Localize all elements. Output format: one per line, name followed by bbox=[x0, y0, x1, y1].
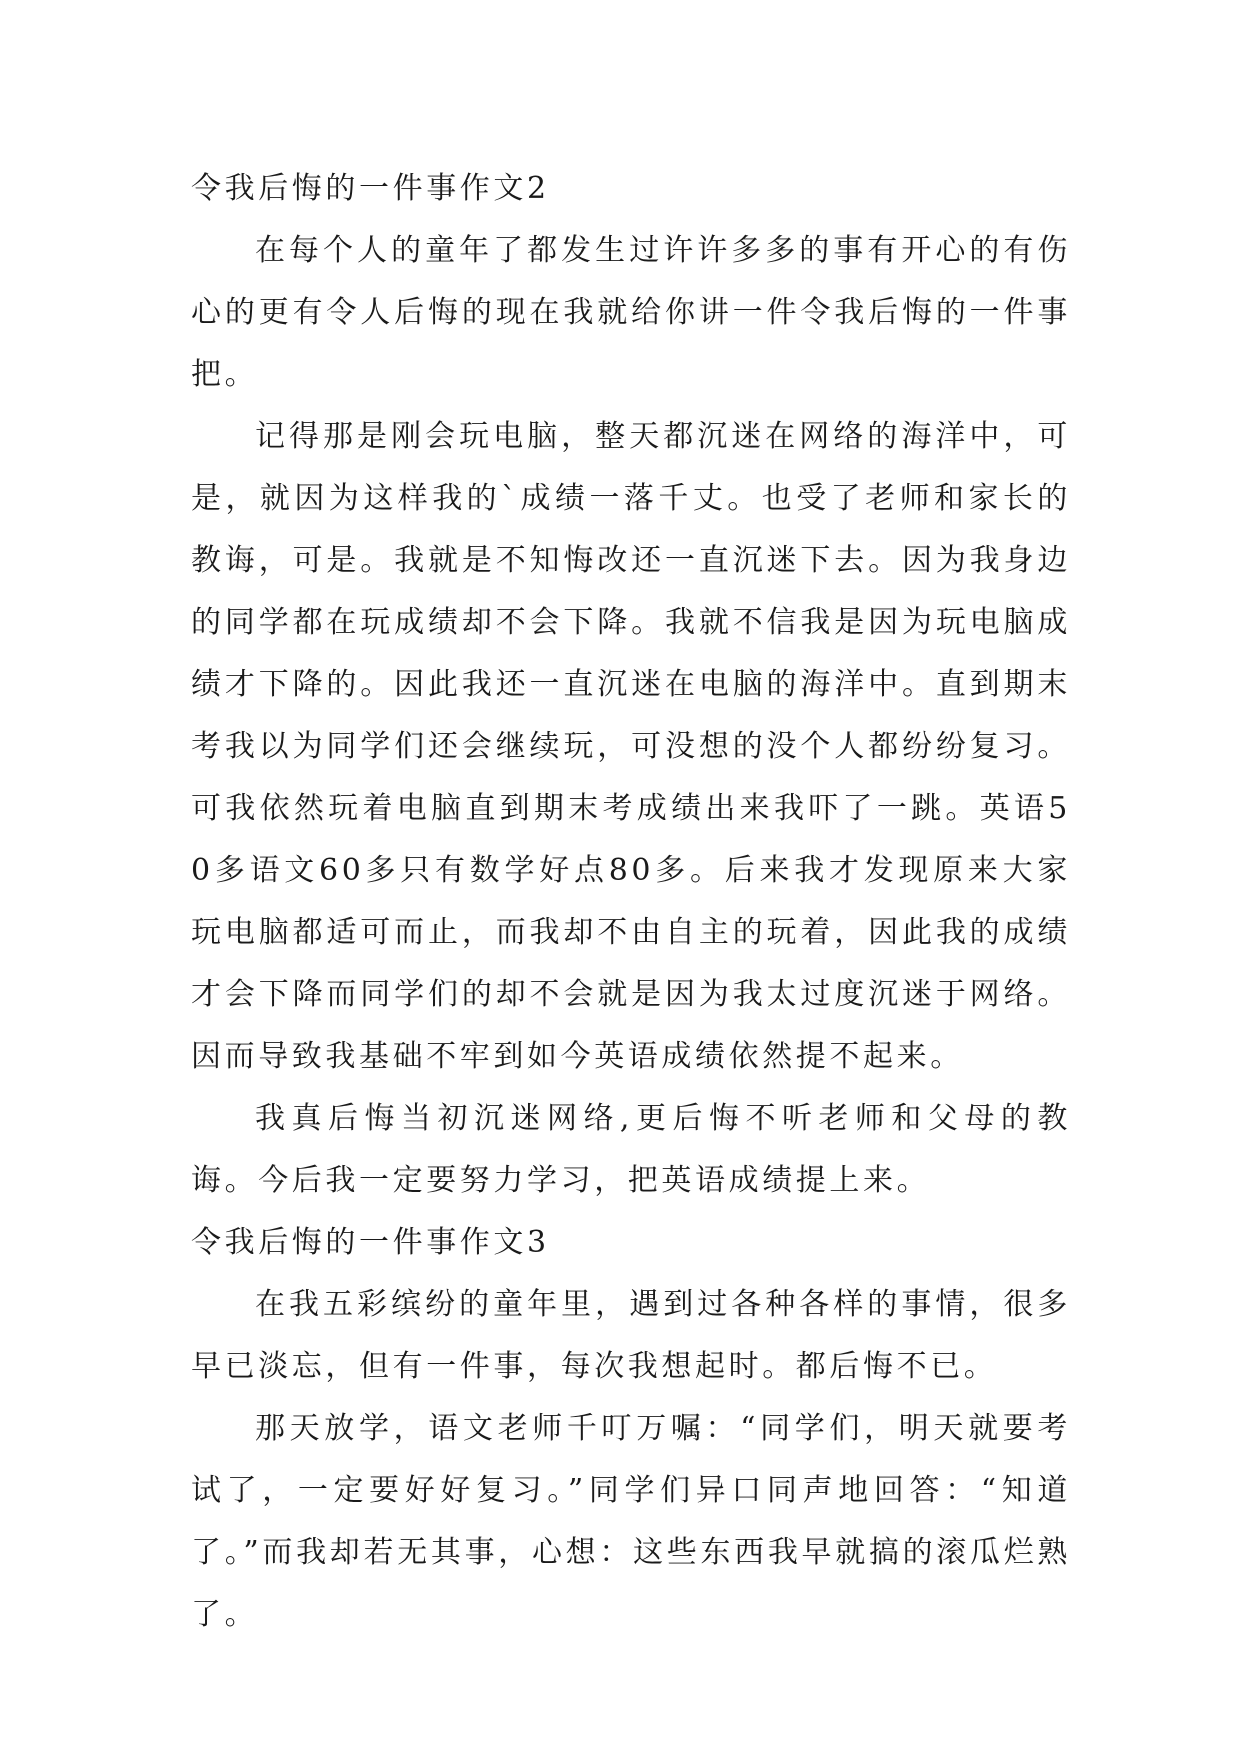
paragraph: 在每个人的童年了都发生过许许多多的事有开心的有伤心的更有令人后悔的现在我就给你讲一件令我后悔的一件事把。 bbox=[191, 233, 1071, 392]
document-body bbox=[191, 158, 1071, 1646]
paragraph: 记得那是刚会玩电脑，整天都沉迷在网络的海洋中，可是，就因为这样我的`成绩一落千丈。也受了老师和家长的教诲，可是。我就是不知悔改还一直沉迷下去。因为我身边的同学都在玩成绩却不会下降。我就不信我是因为玩电脑成绩才下降的。因此我还一直沉迷在电脑的海洋中。直到期末考我以为同学们还会继续玩，可没想的没个人都纷纷复习。可我依然玩着电脑直到期末考成绩出来我吓了一跳。英语50多语文60多只有数学好点80多。后来我才发现原来大家玩电脑都适可而止，而我却不由自主的玩着，因此我的成绩才会下降而同学们的却不会就是因为我太过度沉迷于网络。因而导致我基础不牢到如今英语成绩依然提不起来。 bbox=[191, 419, 1071, 1074]
section-heading: 令我后悔的一件事作文3 bbox=[191, 1225, 550, 1260]
paragraph: 那天放学，语文老师千叮万嘱：“同学们，明天就要考试了，一定要好好复习。”同学们异口同声地回答：“知道了。”而我却若无其事，心想：这些东西我早就搞的滚瓜烂熟了。 bbox=[191, 1411, 1071, 1632]
paragraph: 我真后悔当初沉迷网络,更后悔不听老师和父母的教诲。今后我一定要努力学习，把英语成绩提上来。 bbox=[191, 1101, 1071, 1198]
paragraph: 在我五彩缤纷的童年里，遇到过各种各样的事情，很多早已淡忘，但有一件事，每次我想起时。都后悔不已。 bbox=[191, 1287, 1071, 1384]
section-heading: 令我后悔的一件事作文2 bbox=[191, 171, 550, 206]
